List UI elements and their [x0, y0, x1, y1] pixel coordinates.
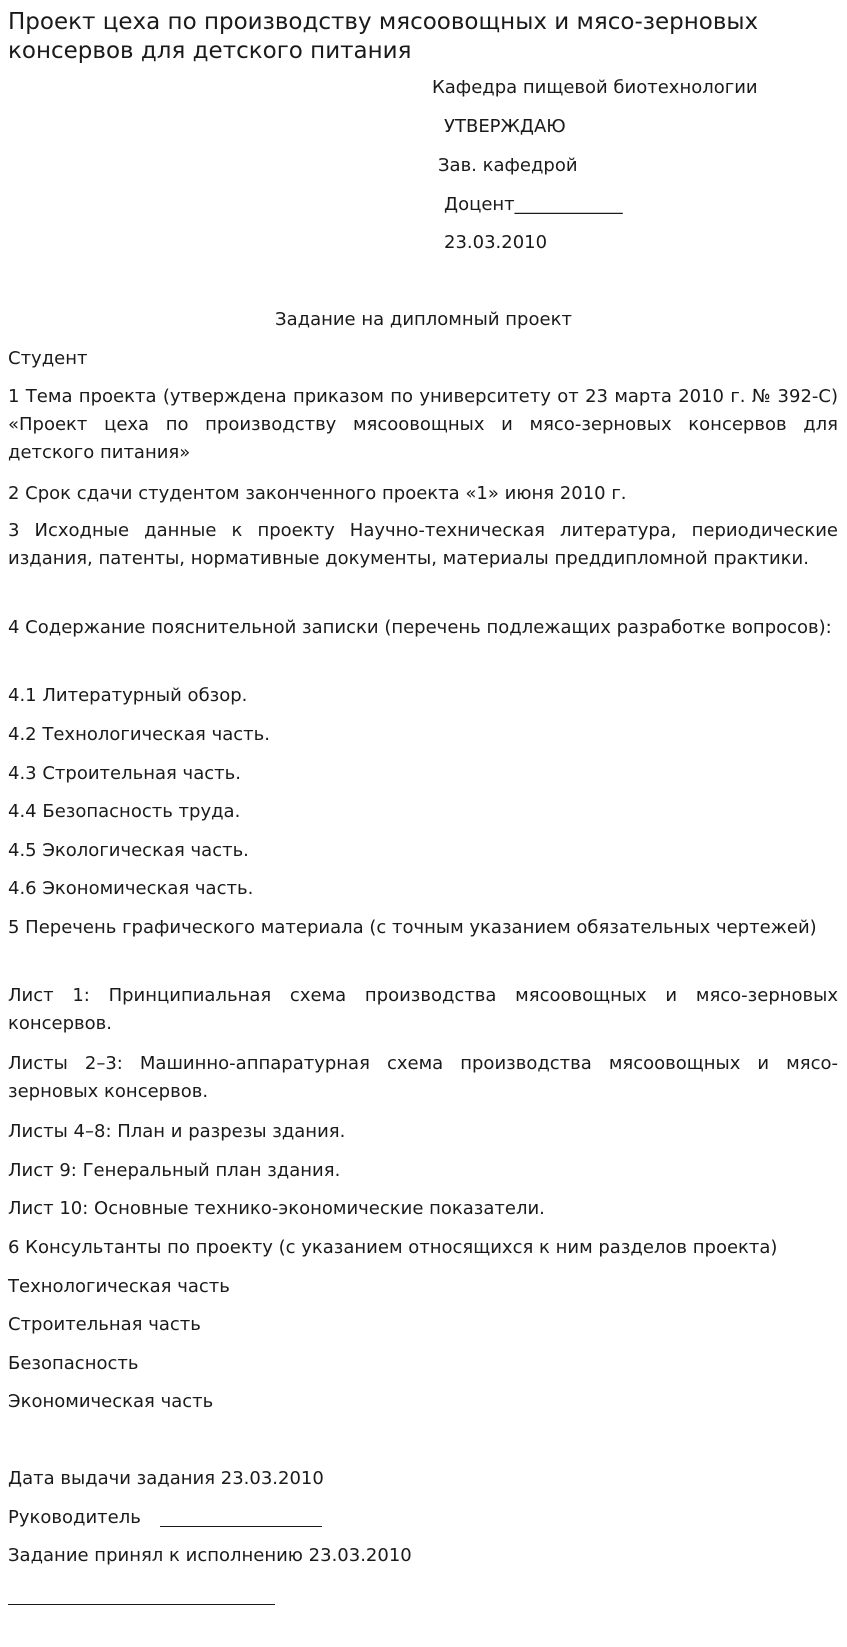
consultant-section: Безопасность: [8, 1353, 139, 1374]
supervisor-signature-line: [160, 1526, 322, 1527]
item-contents-intro: 4 Содержание пояснительной записки (перечень подлежащих разработке вопросов):: [8, 617, 832, 638]
contents-item: 4.6 Экономическая часть.: [8, 878, 254, 899]
supervisor-label: Руководитель: [8, 1507, 141, 1528]
contents-item: 4.2 Технологическая часть.: [8, 724, 270, 745]
graphics-sheet-10: Лист 10: Основные технико-экономические показатели.: [8, 1198, 545, 1219]
contents-item: 4.4 Безопасность труда.: [8, 801, 241, 822]
contents-item: 4.3 Строительная часть.: [8, 763, 241, 784]
student-signature-line: [8, 1604, 275, 1605]
issue-date: Дата выдачи задания 23.03.2010: [8, 1468, 324, 1489]
item-deadline: 2 Срок сдачи студентом законченного проекта «1» июня 2010 г.: [8, 483, 627, 504]
approve-label: УТВЕРЖДАЮ: [444, 116, 566, 137]
item-consultants-intro: 6 Консультанты по проекту (с указанием относящихся к ним разделов проекта): [8, 1237, 778, 1258]
item-source-data: 3 Исходные данные к проекту Научно-техническая литература, периодические издания, патенты, нормативные документы, материалы преддипломной практики.: [8, 520, 838, 569]
head-of-department: Зав. кафедрой: [438, 155, 578, 176]
approval-date: 23.03.2010: [444, 232, 548, 253]
position-signature: Доцент____________: [444, 194, 623, 215]
item-topic: 1 Тема проекта (утверждена приказом по университету от 23 марта 2010 г. № 392-С) «Проект цеха по производству мясоовощных и мясо-зерновых консервов для детского питания»: [8, 386, 838, 463]
consultant-section: Строительная часть: [8, 1314, 201, 1335]
graphics-sheet-1: Лист 1: Принципиальная схема производства мясоовощных и мясо-зерновых консервов.: [8, 985, 838, 1034]
contents-item: 4.1 Литературный обзор.: [8, 685, 248, 706]
student-label: Студент: [8, 348, 88, 369]
contents-item: 4.5 Экологическая часть.: [8, 840, 249, 861]
graphics-sheets-4-8: Листы 4–8: План и разрезы здания.: [8, 1121, 346, 1142]
assignment-heading: Задание на дипломный проект: [275, 309, 572, 330]
consultant-section: Технологическая часть: [8, 1276, 230, 1297]
graphics-sheets-2-3: Листы 2–3: Машинно-аппаратурная схема производства мясоовощных и мясо-зерновых консервов.: [8, 1053, 838, 1102]
department-name: Кафедра пищевой биотехнологии: [432, 77, 758, 98]
document-title: Проект цеха по производству мясоовощных и мясо-зерновых консервов для детского питания: [8, 9, 759, 64]
item-graphics-intro: 5 Перечень графического материала (с точным указанием обязательных чертежей): [8, 917, 817, 938]
consultant-section: Экономическая часть: [8, 1391, 214, 1412]
graphics-sheet-9: Лист 9: Генеральный план здания.: [8, 1160, 341, 1181]
accepted-label: Задание принял к исполнению 23.03.2010: [8, 1545, 412, 1566]
